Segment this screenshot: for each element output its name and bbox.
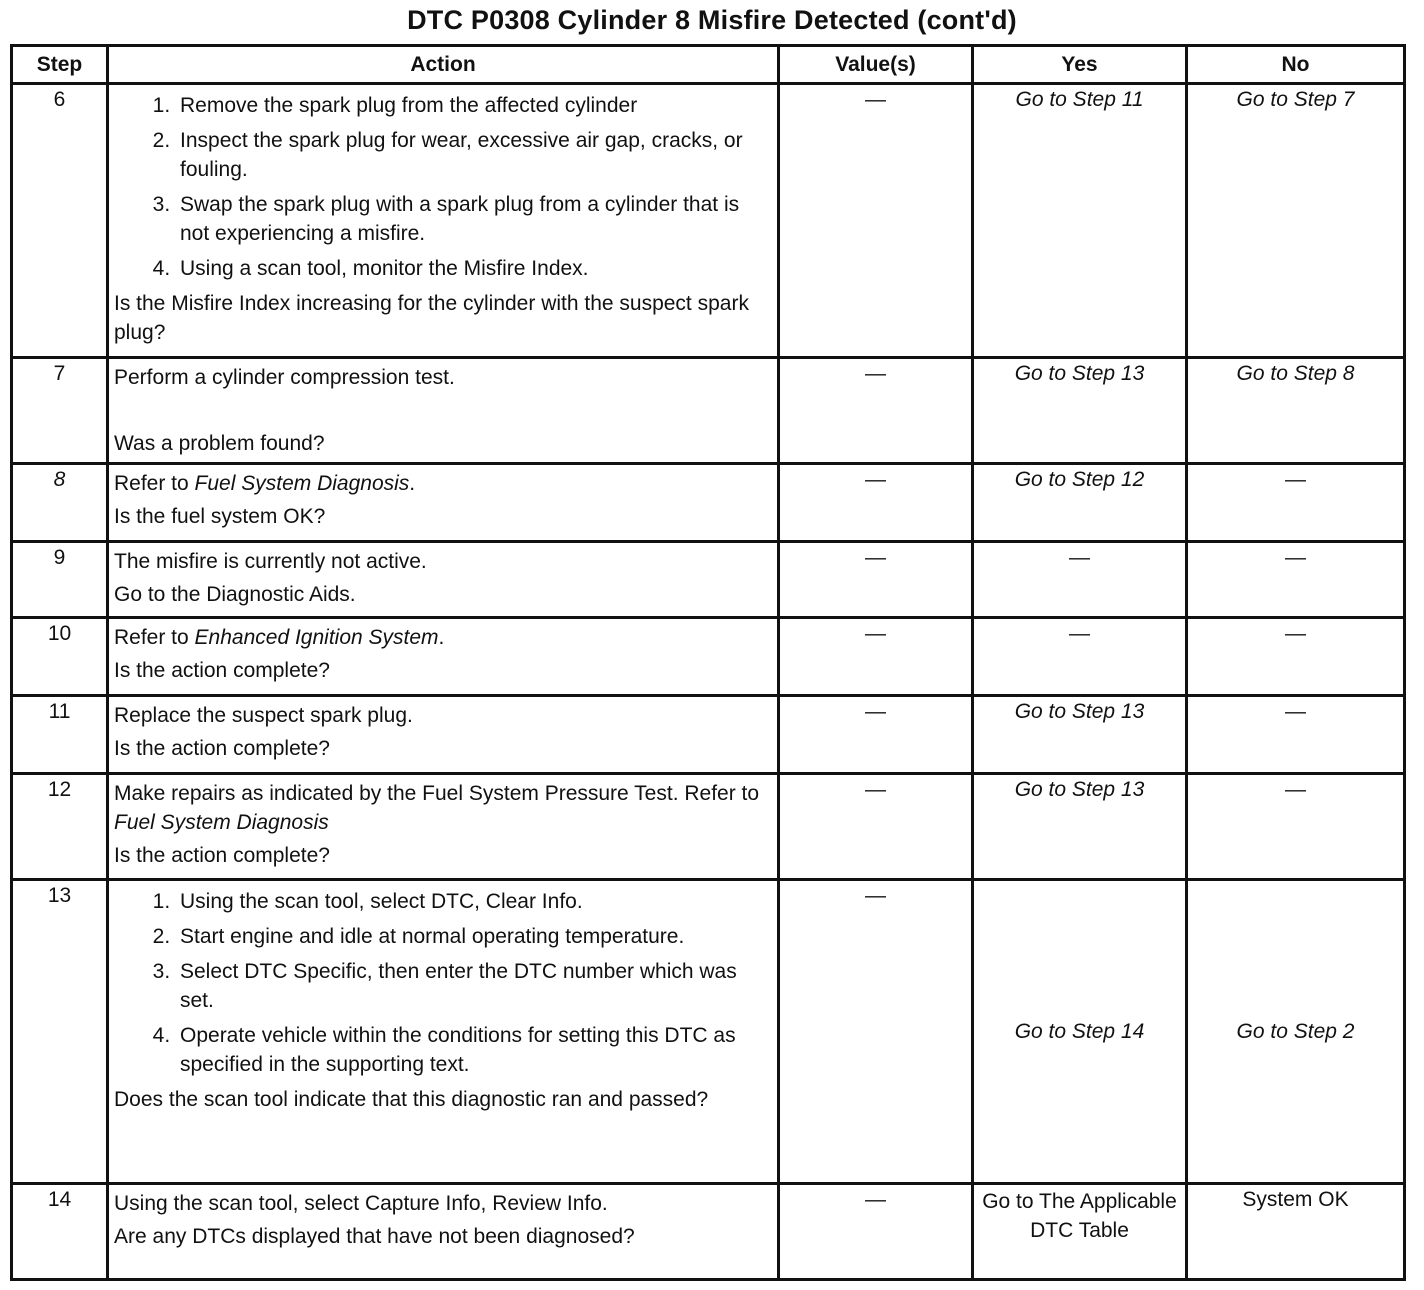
- document-reference: Fuel System Diagnosis: [194, 472, 410, 495]
- value-cell: —: [779, 464, 973, 542]
- value-cell: —: [779, 358, 973, 464]
- list-item: 3. Swap the spark plug with a spark plug from a cylinder that is not experiencing a misfire.: [176, 190, 772, 248]
- yes-cell: Go to The Applicable DTC Table: [973, 1184, 1187, 1280]
- action-question: Does the scan tool indicate that this diagnostic ran and passed?: [114, 1088, 709, 1111]
- value-cell: —: [779, 84, 973, 358]
- list-item: 4. Using a scan tool, monitor the Misfire Index.: [176, 254, 772, 283]
- action-text: [114, 469, 772, 498]
- table-row: [12, 774, 1405, 880]
- table-row: [12, 1184, 1405, 1280]
- yes-cell: Go to Step 12: [973, 464, 1187, 542]
- action-spacer: [114, 396, 772, 425]
- step-number: 13: [12, 880, 108, 1184]
- table-row: [12, 696, 1405, 774]
- list-item: 3. Select DTC Specific, then enter the DTC number which was set.: [176, 957, 772, 1015]
- yes-cell: —: [973, 618, 1187, 696]
- action-text-suffix: .: [438, 626, 445, 649]
- step-number: 12: [12, 774, 108, 880]
- step-number: 11: [12, 696, 108, 774]
- action-question: Was a problem found?: [114, 432, 325, 455]
- list-item: 4. Operate vehicle within the conditions for setting this DTC as specified in the supporting text.: [176, 1021, 772, 1079]
- no-cell: —: [1187, 618, 1405, 696]
- action-text-prefix: Refer to: [114, 472, 195, 495]
- action-cell: [108, 618, 779, 696]
- yes-cell: Go to Step 11: [973, 84, 1187, 358]
- table-row: [12, 84, 1405, 358]
- header-action: Action: [108, 46, 779, 84]
- table-row: [12, 358, 1405, 464]
- no-cell: —: [1187, 542, 1405, 618]
- yes-cell: Go to Step 13: [973, 774, 1187, 880]
- list-item: 2. Start engine and idle at normal operating temperature.: [176, 922, 772, 951]
- action-text: [114, 779, 772, 837]
- action-text: Perform a cylinder compression test.: [114, 366, 455, 389]
- value-cell: —: [779, 542, 973, 618]
- value-cell: —: [779, 1184, 973, 1280]
- action-text: Replace the suspect spark plug.: [114, 704, 413, 727]
- no-cell: Go to Step 7: [1187, 84, 1405, 358]
- action-question: Is the Misfire Index increasing for the cylinder with the suspect spark plug?: [114, 292, 749, 344]
- step-number: 6: [12, 84, 108, 358]
- action-cell: [108, 774, 779, 880]
- step-number: 10: [12, 618, 108, 696]
- action-cell: [108, 84, 779, 358]
- action-text-suffix: .: [409, 472, 416, 495]
- action-cell: [108, 358, 779, 464]
- yes-cell: —: [973, 542, 1187, 618]
- no-cell: —: [1187, 696, 1405, 774]
- action-text-prefix: Refer to: [114, 626, 195, 649]
- page-title: DTC P0308 Cylinder 8 Misfire Detected (cont'd): [407, 5, 1017, 35]
- list-item: 1. Using the scan tool, select DTC, Clear Info.: [176, 887, 772, 916]
- step-number: 8: [12, 464, 108, 542]
- header-values: Value(s): [779, 46, 973, 84]
- step-number: 9: [12, 542, 108, 618]
- value-cell: —: [779, 618, 973, 696]
- document-reference: Enhanced Ignition System: [194, 626, 439, 649]
- value-cell: —: [779, 774, 973, 880]
- no-cell: Go to Step 8: [1187, 358, 1405, 464]
- action-question: Go to the Diagnostic Aids.: [114, 583, 356, 606]
- value-cell: —: [779, 880, 973, 1184]
- table-row: [12, 542, 1405, 618]
- list-item: 2. Inspect the spark plug for wear, excessive air gap, cracks, or fouling.: [176, 126, 772, 184]
- no-cell: —: [1187, 464, 1405, 542]
- action-cell: [108, 464, 779, 542]
- table-header-row: [12, 46, 1405, 84]
- action-text: The misfire is currently not active.: [114, 550, 427, 573]
- header-step: Step: [12, 46, 108, 84]
- action-question: Is the action complete?: [114, 844, 330, 867]
- table-row: [12, 880, 1405, 1184]
- action-question: Is the action complete?: [114, 659, 330, 682]
- yes-cell: Go to Step 14: [973, 880, 1187, 1184]
- list-item: 1. Remove the spark plug from the affected cylinder: [176, 91, 772, 120]
- yes-cell: Go to Step 13: [973, 696, 1187, 774]
- value-cell: —: [779, 696, 973, 774]
- document-reference: Fuel System Diagnosis: [114, 811, 329, 834]
- header-yes: Yes: [973, 46, 1187, 84]
- action-cell: [108, 880, 779, 1184]
- action-cell: [108, 696, 779, 774]
- action-cell: [108, 542, 779, 618]
- step-number: 14: [12, 1184, 108, 1280]
- table-row: [12, 464, 1405, 542]
- action-text-prefix: Make repairs as indicated by the Fuel System Pressure Test. Refer to: [114, 782, 760, 805]
- no-cell: Go to Step 2: [1187, 880, 1405, 1184]
- action-question: Are any DTCs displayed that have not been diagnosed?: [114, 1225, 635, 1248]
- step-number: 7: [12, 358, 108, 464]
- table-row: [12, 618, 1405, 696]
- action-list: [114, 887, 772, 1079]
- action-question: Is the fuel system OK?: [114, 505, 326, 528]
- action-list: [114, 91, 772, 283]
- no-cell: System OK: [1187, 1184, 1405, 1280]
- action-text: Using the scan tool, select Capture Info, Review Info.: [114, 1192, 608, 1215]
- header-no: No: [1187, 46, 1405, 84]
- action-question: Is the action complete?: [114, 737, 330, 760]
- diagnostic-table: [10, 44, 1406, 1281]
- yes-cell: Go to Step 13: [973, 358, 1187, 464]
- action-cell: [108, 1184, 779, 1280]
- action-text: [114, 623, 772, 652]
- no-cell: —: [1187, 774, 1405, 880]
